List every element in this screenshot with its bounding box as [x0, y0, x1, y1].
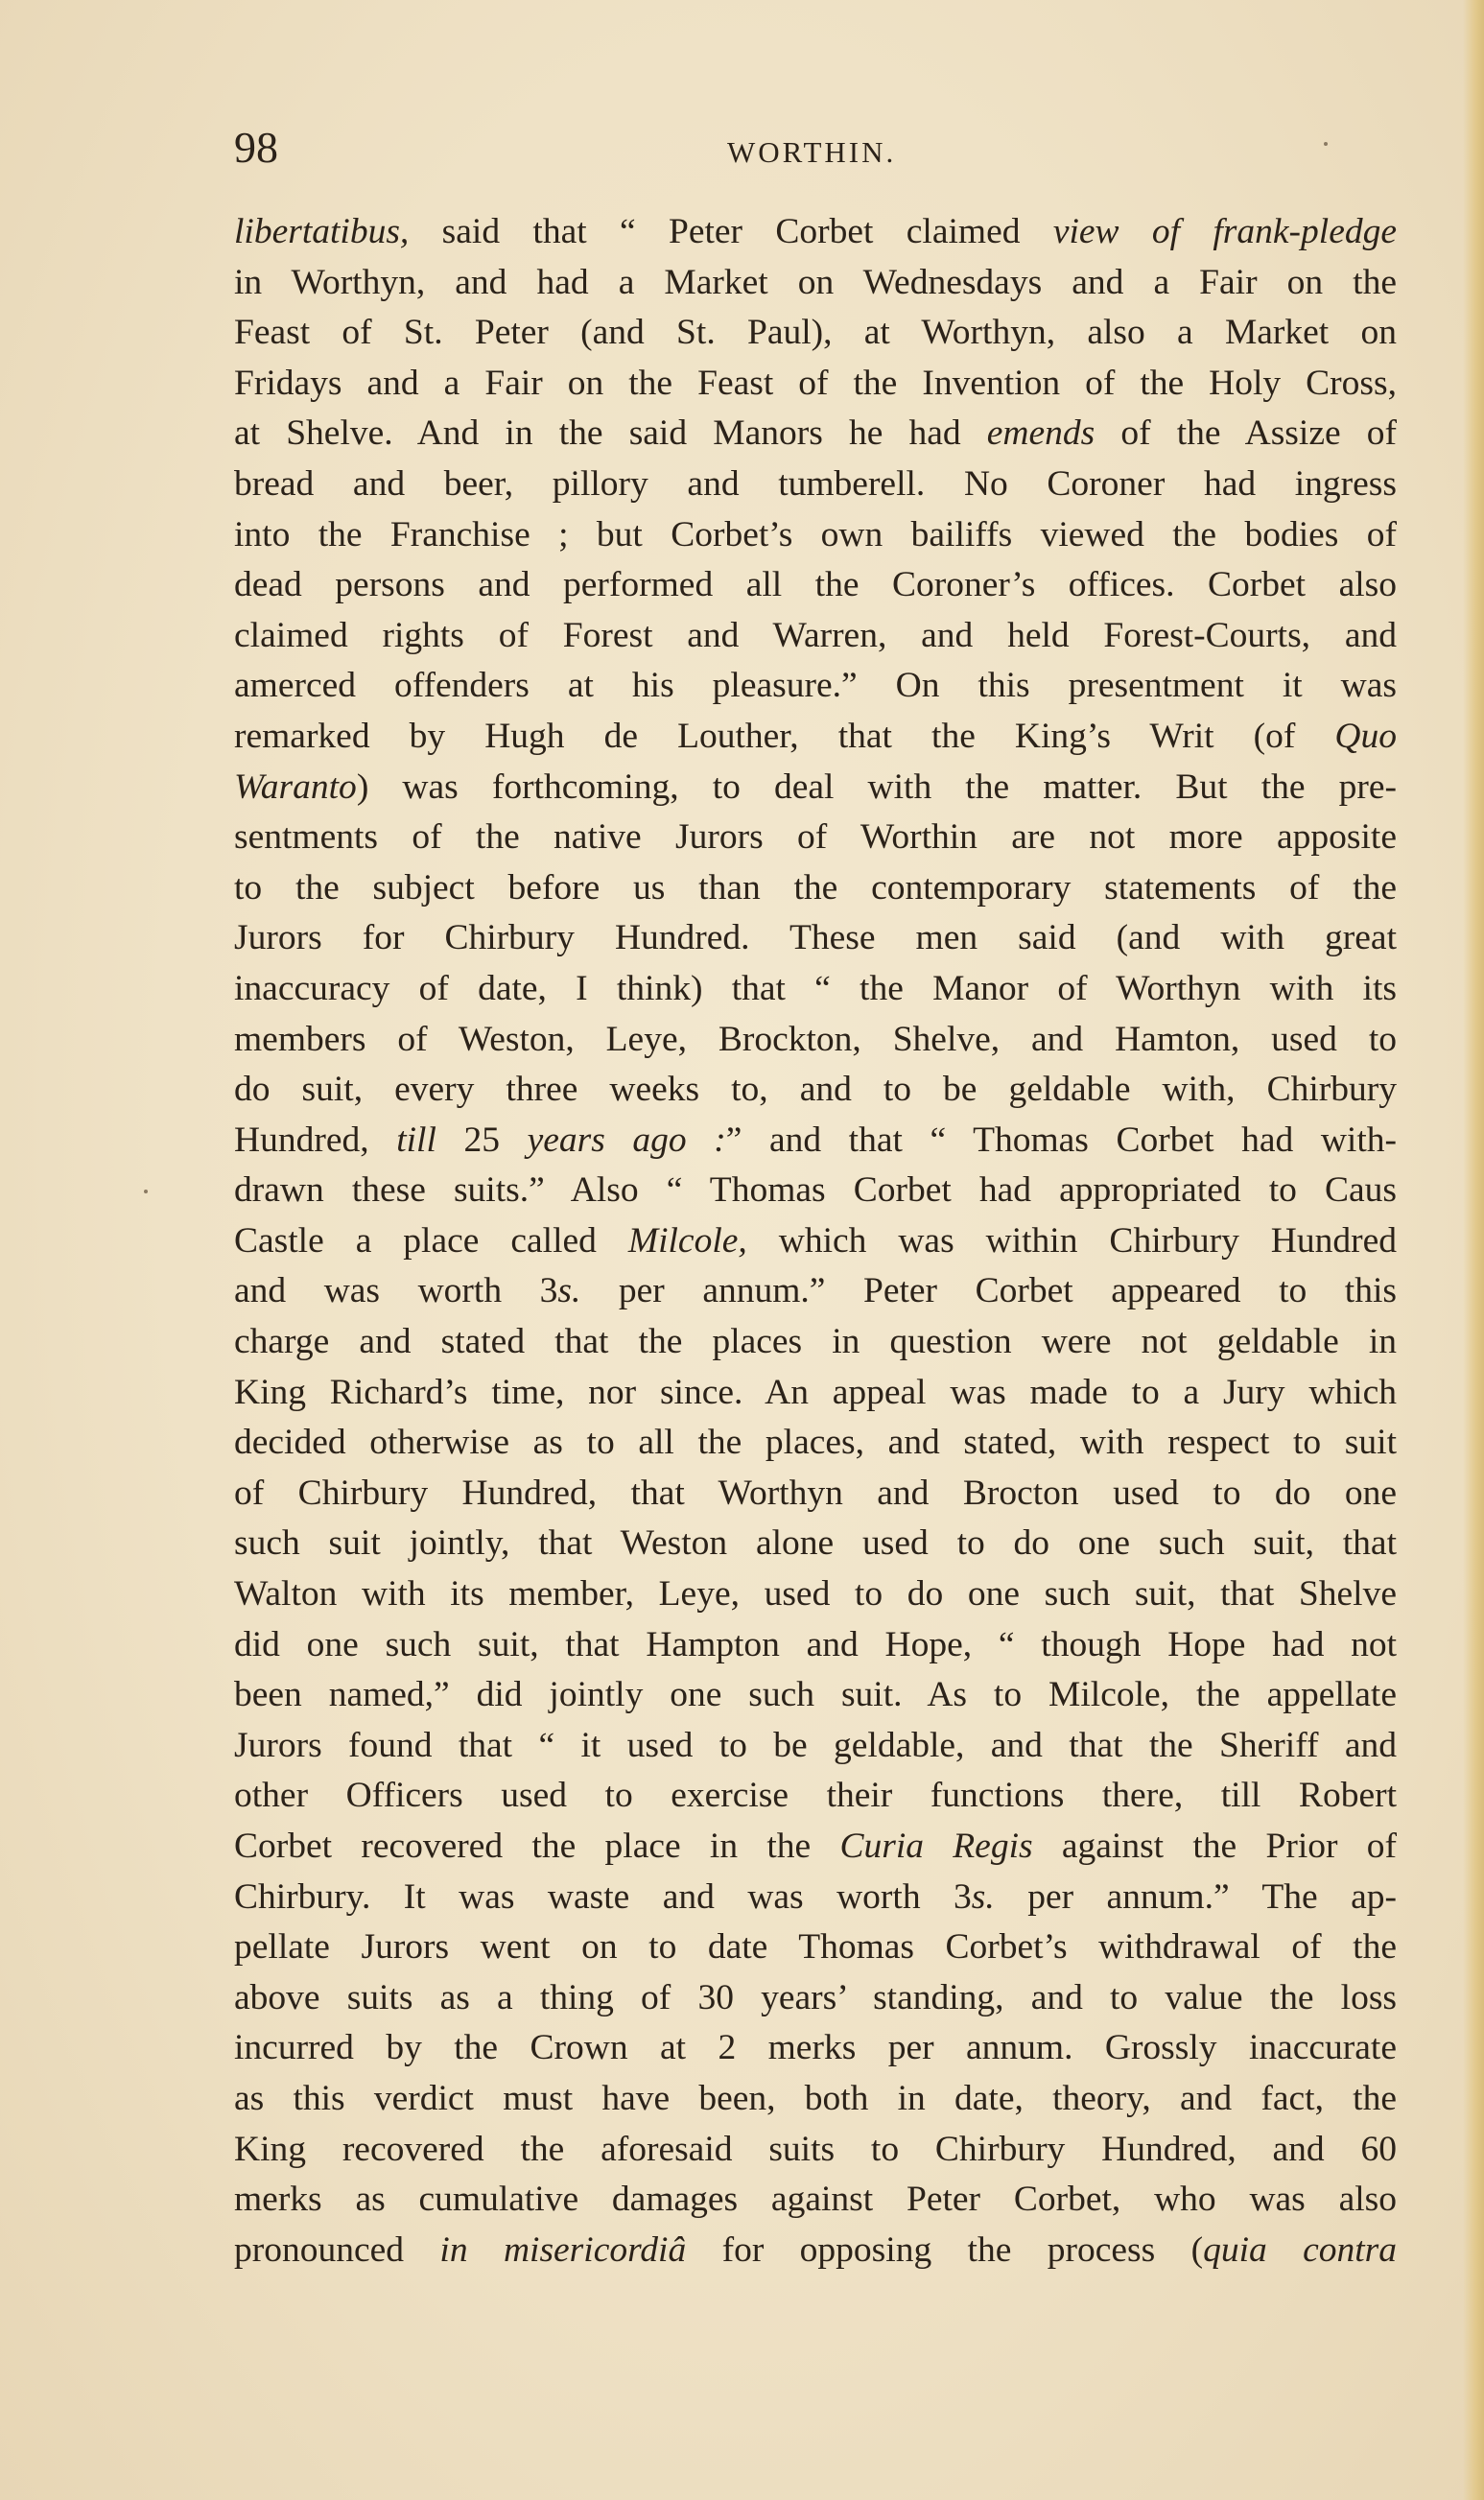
text-run: as this verdict must have been, both in date, theory, and fact, the	[234, 2078, 1397, 2118]
text-run: in Worthyn, and had a Market on Wednesdays and a Fair on the	[234, 262, 1397, 302]
text-line	[234, 1721, 1397, 1772]
text-run: inaccuracy of date, I think) that “ the Manor of Worthyn with its	[234, 968, 1397, 1008]
italic-phrase: quia contra	[1203, 2229, 1398, 2270]
text-line	[234, 2023, 1397, 2074]
page-header	[234, 119, 1395, 186]
text-line	[234, 2125, 1397, 2176]
text-run: claimed rights of Forest and Warren, and held Forest-Courts, and	[234, 615, 1397, 655]
text-line	[234, 1216, 1397, 1267]
ink-speck	[1324, 142, 1328, 146]
running-head: WORTHIN.	[727, 135, 897, 169]
italic-phrase: till	[396, 1120, 436, 1160]
text-run: ” and that “ Thomas Corbet had with-	[725, 1120, 1398, 1160]
text-line	[234, 2226, 1397, 2276]
text-line	[234, 1065, 1397, 1116]
text-run: did one such suit, that Hampton and Hope, “ though Hope had not	[234, 1624, 1397, 1664]
text-line	[234, 409, 1397, 460]
text-run: which was within Chirbury Hundred	[746, 1220, 1398, 1261]
text-line	[234, 661, 1397, 712]
text-line	[234, 964, 1397, 1015]
italic-phrase: view of frank-pledge	[1052, 212, 1397, 251]
italic-phrase: s.	[971, 1876, 995, 1917]
italic-phrase: in misericordiâ	[439, 2229, 687, 2270]
text-line	[234, 460, 1397, 510]
text-line	[234, 1822, 1397, 1873]
text-line	[234, 207, 1397, 258]
text-line	[234, 1873, 1397, 1923]
text-run: Corbet recovered the place in the	[234, 1827, 840, 1866]
text-line	[234, 813, 1397, 863]
text-line	[234, 863, 1397, 914]
text-line	[234, 258, 1397, 309]
text-line	[234, 1418, 1397, 1469]
text-run: King recovered the aforesaid suits to Chirbury Hundred, and 60	[234, 2129, 1397, 2169]
text-run: amerced offenders at his pleasure.” On this presentment it was	[234, 666, 1397, 706]
italic-phrase: years ago :	[527, 1120, 726, 1160]
text-line	[234, 1670, 1397, 1721]
text-run: Jurors for Chirbury Hundred. These men said (and with great	[234, 918, 1397, 958]
text-run: for opposing the process (	[686, 2229, 1204, 2270]
text-line	[234, 1973, 1397, 2024]
body-text	[234, 207, 1397, 2276]
text-line	[234, 1116, 1397, 1167]
text-run: Fridays and a Fair on the Feast of the Invention of the Holy Cross,	[234, 363, 1397, 403]
binding-edge	[1463, 0, 1484, 2500]
text-run: Hundred,	[234, 1120, 397, 1160]
text-run: against the Prior of	[1032, 1827, 1397, 1866]
text-run: Feast of St. Peter (and St. Paul), at Worthyn, also a Market on	[234, 313, 1397, 353]
text-run: and was worth 3	[234, 1271, 558, 1311]
text-line	[234, 308, 1397, 359]
text-run: Walton with its member, Leye, used to do one such suit, that Shelve	[234, 1574, 1397, 1615]
text-run: Jurors found that “ it used to be geldable, and that the Sheriff and	[234, 1725, 1397, 1765]
text-run: per annum.” The ap-	[994, 1876, 1397, 1917]
text-run: decided otherwise as to all the places, and stated, with respect to suit	[234, 1423, 1397, 1463]
text-line	[234, 1368, 1397, 1419]
italic-phrase: Waranto	[234, 767, 357, 807]
text-run: of the Assize of	[1095, 413, 1397, 454]
text-run: dead persons and performed all the Coroner’s offices. Corbet also	[234, 565, 1397, 605]
text-run: remarked by Hugh de Louther, that the King’s Writ (of	[234, 716, 1335, 756]
text-line	[234, 1469, 1397, 1520]
text-run: at Shelve. And in the said Manors he had	[234, 413, 987, 454]
text-run: merks as cumulative damages against Peter Corbet, who was also	[234, 2180, 1397, 2220]
italic-phrase: Curia Regis	[839, 1827, 1033, 1866]
text-run: bread and beer, pillory and tumberell. No Coroner had ingress	[234, 463, 1397, 504]
text-run: ) was forthcoming, to deal with the matter. But the pre-	[356, 767, 1397, 807]
text-run: do suit, every three weeks to, and to be geldable with, Chirbury	[234, 1070, 1397, 1110]
italic-phrase: libertatibus,	[234, 212, 410, 251]
text-run: members of Weston, Leye, Brockton, Shelve, and Hamton, used to	[234, 1019, 1397, 1059]
text-run: drawn these suits.” Also “ Thomas Corbet had appropriated to Caus	[234, 1170, 1397, 1211]
text-line	[234, 510, 1397, 561]
italic-phrase: emends	[986, 413, 1095, 454]
text-line	[234, 611, 1397, 662]
text-line	[234, 1922, 1397, 1973]
text-run: per annum.” Peter Corbet appeared to this	[580, 1271, 1397, 1311]
ink-speck	[144, 1190, 148, 1193]
text-line	[234, 359, 1397, 410]
text-run: Chirbury. It was waste and was worth 3	[234, 1876, 972, 1917]
text-line	[234, 560, 1397, 611]
text-run: been named,” did jointly one such suit. As to Milcole, the appellate	[234, 1675, 1397, 1715]
text-line	[234, 2074, 1397, 2125]
text-line	[234, 1317, 1397, 1368]
text-run: King Richard’s time, nor since. An appeal was made to a Jury which	[234, 1372, 1397, 1412]
text-run: sentments of the native Jurors of Worthin are not more apposite	[234, 817, 1397, 858]
text-line	[234, 913, 1397, 964]
text-run: above suits as a thing of 30 years’ standing, and to value the loss	[234, 1977, 1397, 2017]
text-line	[234, 1266, 1397, 1317]
bottom-margin	[0, 2341, 1484, 2500]
italic-phrase: Quo	[1334, 716, 1397, 756]
text-line	[234, 1015, 1397, 1066]
text-line	[234, 712, 1397, 763]
text-run: incurred by the Crown at 2 merks per annum. Grossly inaccurate	[234, 2028, 1397, 2068]
text-line	[234, 1620, 1397, 1671]
text-line	[234, 2175, 1397, 2226]
text-line	[234, 1569, 1397, 1620]
text-run: said that “ Peter Corbet claimed	[409, 212, 1053, 251]
text-run: charge and stated that the places in question were not geldable in	[234, 1322, 1397, 1362]
text-line	[234, 1519, 1397, 1569]
text-run: 25	[436, 1120, 528, 1160]
text-run: to the subject before us than the contemporary statements of the	[234, 867, 1397, 908]
text-run: pronounced	[234, 2229, 440, 2270]
text-run: Castle a place called	[234, 1220, 628, 1261]
text-run: of Chirbury Hundred, that Worthyn and Brocton used to do one	[234, 1473, 1397, 1513]
text-run: pellate Jurors went on to date Thomas Corbet’s withdrawal of the	[234, 1927, 1397, 1968]
text-run: other Officers used to exercise their functions there, till Robert	[234, 1776, 1397, 1816]
page-number: 98	[234, 123, 278, 172]
text-line	[234, 1771, 1397, 1822]
italic-phrase: Milcole,	[627, 1220, 747, 1261]
text-run: into the Franchise ; but Corbet’s own bailiffs viewed the bodies of	[234, 514, 1397, 554]
text-line	[234, 1166, 1397, 1216]
italic-phrase: s.	[557, 1271, 581, 1311]
text-run: such suit jointly, that Weston alone used to do one such suit, that	[234, 1523, 1397, 1564]
text-line	[234, 763, 1397, 814]
